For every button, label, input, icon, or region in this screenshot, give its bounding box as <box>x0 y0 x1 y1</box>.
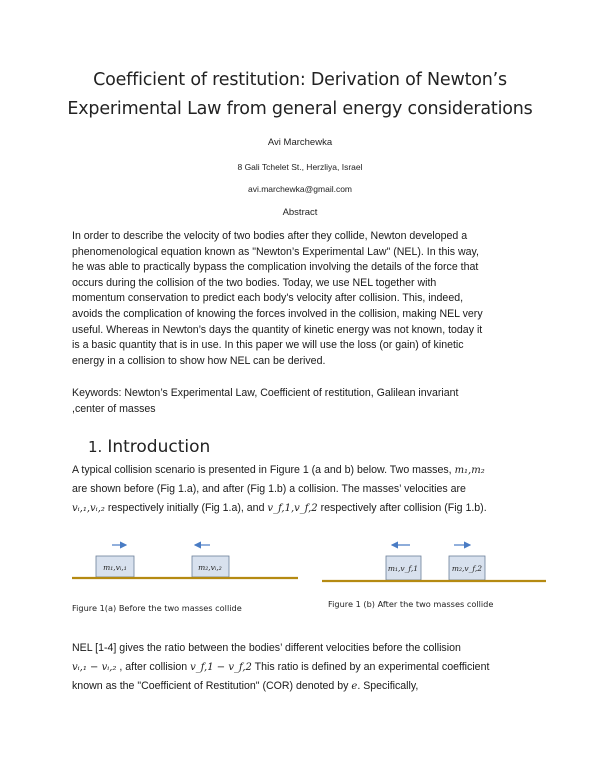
figure-1a-caption: Figure 1(a) Before the two masses collide <box>72 603 242 613</box>
author-email: avi.marchewka@gmail.com <box>247 184 353 194</box>
author-name: Avi Marchewka <box>267 137 333 148</box>
author-address: 8 Gali Tchelet St., Herzliya, Israel <box>237 162 363 172</box>
nel-line-3 <box>72 679 542 695</box>
mass-1-label: m₁,vᵢ,₁ <box>103 563 127 572</box>
velocity-diff-before: vᵢ,₁ − vᵢ,₂ <box>72 662 117 673</box>
keywords <box>72 386 534 417</box>
abstract-text <box>72 229 534 369</box>
intro-text: A typical collision scenario is presented in Figure 1 (a and b) below. Two masses, <box>72 464 452 476</box>
intro-line-1 <box>72 463 542 479</box>
velocity-diff-after: v_f,1 − v_f,2 <box>190 662 252 673</box>
nel-text: This ratio is defined by an experimental coefficient <box>254 661 490 673</box>
nel-text: , after collision <box>119 661 188 673</box>
intro-text: respectively after collision (Fig 1.b). <box>320 502 487 514</box>
title-line-1: Coefficient of restitution: Derivation of Newton’s <box>93 70 507 90</box>
abstract-line: he was able to practically bypass the complication involving the details of the force that <box>72 261 479 274</box>
nel-text: known as the "Coefficient of Restitution" (COR) denoted by <box>72 680 349 692</box>
masses-symbol: m₁,m₂ <box>454 465 485 476</box>
paper-title <box>40 66 560 124</box>
title-line-2: Experimental Law from general energy considerations <box>67 99 533 119</box>
final-velocity-symbol: v_f,1,v_f,2 <box>267 503 318 514</box>
section-number: 1. <box>88 438 103 456</box>
abstract-line: occurs during the collision of the two bodies. Today, we use NEL together with <box>72 276 437 289</box>
keywords-line: ,center of masses <box>72 402 156 415</box>
figure-1b <box>318 536 548 588</box>
mass-2-label: m₂,vᵢ,₂ <box>198 563 222 572</box>
nel-text: . Specifically, <box>357 680 419 692</box>
mass-1-label: m₁,v_f,1 <box>387 564 419 573</box>
intro-line-2: are shown before (Fig 1.a), and after (Fig 1.b) a collision. The masses’ velocities are <box>72 483 466 495</box>
keywords-line: Keywords: Newton’s Experimental Law, Coefficient of restitution, Galilean invariant <box>72 387 459 399</box>
abstract-line: phenomenological equation known as "Newton’s Experimental Law" (NEL). In this way, <box>72 245 479 258</box>
intro-line-3 <box>72 501 542 517</box>
abstract-line: useful. Whereas in Newton’s days the quantity of kinetic energy was not known, today it <box>72 323 483 336</box>
figure-1a <box>70 536 300 588</box>
abstract-line: momentum conservation to predict each body's velocity after collision. This, indeed, <box>72 292 464 305</box>
mass-2-label: m₂,v_f,2 <box>451 564 483 573</box>
abstract-heading: Abstract <box>282 207 318 218</box>
intro-text: respectively initially (Fig 1.a), and <box>107 502 265 514</box>
nel-line-2 <box>72 660 542 676</box>
cor-symbol: e <box>351 681 358 692</box>
abstract-line: is a basic quantity that is in use. In this paper we will use the loss (or gain) of kinetic <box>72 339 464 352</box>
section-heading <box>88 437 210 457</box>
initial-velocity-symbol: vᵢ,₁,vᵢ,₂ <box>72 503 105 514</box>
abstract-line: energy in a collision to show how NEL can be derived. <box>72 354 326 367</box>
abstract-line: avoids the complication of knowing the forces involved in the collision, making NEL very <box>72 307 483 320</box>
figure-1b-caption: Figure 1 (b) After the two masses collide <box>328 599 494 609</box>
nel-line-1: NEL [1-4] gives the ratio between the bodies’ different velocities before the collision <box>72 642 461 654</box>
section-title: Introduction <box>107 437 211 457</box>
abstract-line: In order to describe the velocity of two bodies after they collide, Newton developed a <box>72 230 468 242</box>
